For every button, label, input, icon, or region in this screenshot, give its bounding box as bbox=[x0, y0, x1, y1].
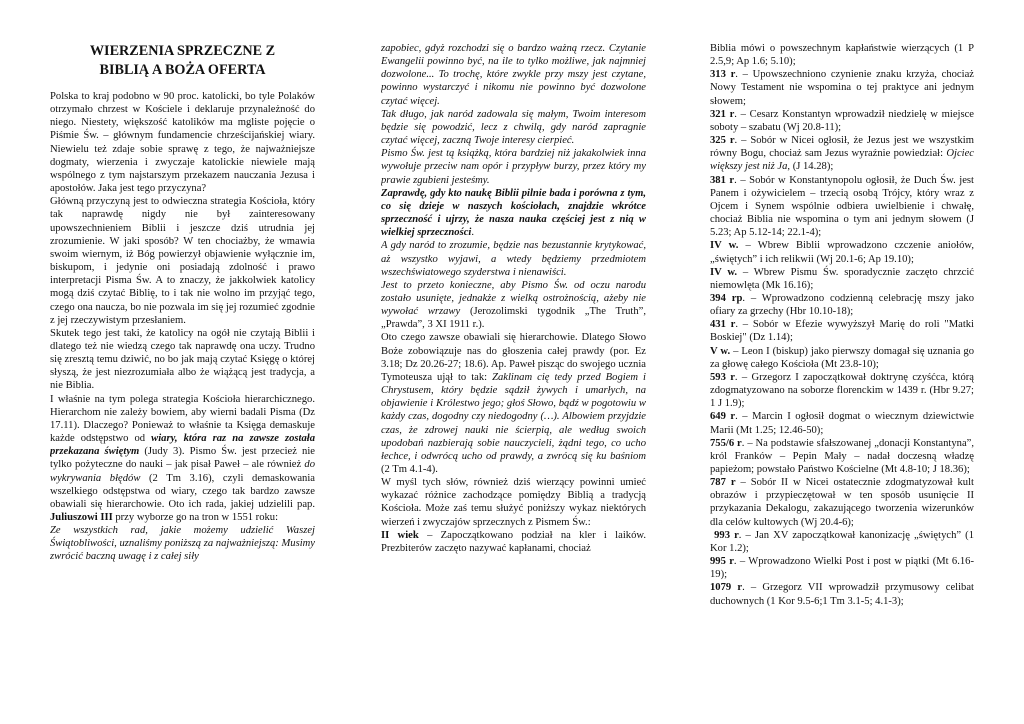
paragraph-consequence: Skutek tego jest taki, że katolicy na ogół nie czytają Biblii i dlatego też nie wiedzą czego tak naprawdę ona uczy. Trudno się zresztą temu dziwić, no bo jak mają czytać Księgę o której słyszą, że jest niezrozumiała albo że wiążącą jest tradycja, a nie Biblia. bbox=[50, 327, 315, 392]
quote-paragraph-2: Tak długo, jak naród zadowala się małym, Twoim interesom będzie się powodzić, lecz z chwilą, gdy naród zapragnie czytać więcej, zaczną Twoje interesy cierpieć. bbox=[381, 108, 646, 147]
entry-date: 431 r bbox=[710, 319, 736, 331]
quote-paragraph-5: A gdy naród to zrozumie, będzie nas bezustannie krytykować, aż wszystko wyjawi, a wtedy będziemy przedmiotem wszechświatowego szyderstwa i nienawiści. bbox=[381, 240, 646, 278]
entry-date: 313 r bbox=[710, 69, 736, 81]
entry-date: 381 r bbox=[710, 174, 735, 186]
entry-text: . – Grzegorz VII wprowadził przymusowy celibat duchownych (1 Kor 9.5-6;1 Tm 3.1-5; 4.1-3); bbox=[710, 582, 974, 607]
quote-paragraph-6 bbox=[381, 279, 646, 332]
entry-text: – Sobór II w Nicei ostatecznie zdogmatyzował kult obrazów i przypieczętował w ten sposób usunięcie II przykazania Dekalogu, zakazującego tworzenia wizerunków dla celów kultowych (Wj 20.4-6); bbox=[710, 477, 974, 528]
entry-text: . – Wprowadzono codzienną celebrację mszy jako ofiary za grzechy (Hbr 10.10-18); bbox=[710, 292, 974, 318]
page-title bbox=[50, 42, 315, 80]
text-run: (Jerozolimski tygodnik „The Truth”, „Prawda”, 3 XI 1911 r.). bbox=[381, 306, 646, 331]
list-entry bbox=[710, 529, 974, 555]
emphasis-quote: Zaprawdę, gdy kto naukę Biblii pilnie bada i porówna z tym, co się dzieje w naszych kościołach, znajdzie wkrótce sprzeczność i ujrzy, że nasza nauka częściej jest z nią w wielkiej sprzeczności bbox=[381, 187, 646, 239]
entry-date: 394 rp bbox=[710, 292, 743, 304]
list-entry bbox=[710, 108, 974, 134]
quote-paragraph-3: Pismo Św. jest tą książką, która bardziej niż jakakolwiek inna wywołuje przeciw nam opór i przypływ burzy, przez który my prawie zgubieni jesteśmy. bbox=[381, 148, 646, 186]
paragraph-quote-start: Ze wszystkich rad, jakie możemy udzielić Waszej Świątobliwości, uznaliśmy poniższą za najważniejszą: Musimy zwrócić baczną uwagę i z całej siły bbox=[50, 525, 315, 563]
entry-date: V w. bbox=[710, 345, 731, 357]
entry-date: 649 r bbox=[710, 411, 736, 423]
list-entry bbox=[710, 266, 974, 292]
list-entry bbox=[710, 437, 974, 476]
entry-date: 995 r bbox=[710, 556, 734, 568]
list-entry bbox=[710, 239, 974, 265]
paragraph-hierarchy bbox=[50, 393, 315, 525]
entry-date: 993 r bbox=[714, 529, 739, 541]
list-entry bbox=[710, 371, 974, 410]
entry-text: . – Upowszechniono czynienie znaku krzyża, chociaż Nowy Testament nie wspomina o tej praktyce ani jednym słowem; bbox=[710, 69, 974, 107]
list-entry bbox=[710, 174, 974, 240]
paragraph-strategy: Główną przyczyną jest to odwieczna strategia Kościoła, który tak naprawdę nigdy nie był zainteresowany upowszechnieniem Biblii i jeszcze dziś utrudnia jej zrozumienie. W jaki sposób? W ten chociażby, że wmawia swoim wiernym, iż Bóg powierzył objawienie wyłącznie im, biskupom, i jedynie oni posiadają zdolność i prawo interpretacji Pisma Św. A to znaczy, że jakkolwiek katolicy mogą dziś czytać Biblię, to i tak nie wolno im przyjąć tego, czego ona naucza, bo nie pozwala im się jej rozumieć zgodnie z jej rzeczywistym przesłaniem. bbox=[50, 196, 315, 326]
list-entry bbox=[710, 476, 974, 529]
emphasis-quote: wiary, która raz na zawsze została przekazana świętym bbox=[50, 433, 315, 458]
text-run: Oto czego zawsze obawiali się hierarchowie. Dlatego Słowo Boże zobowiązuje nas do głoszenia całej prawdy (por. Ez 3.18; Dz 20.26-27; 18.6). Ap. Paweł pisząc do swojego ucznia Tymoteusza ujął to tak: bbox=[381, 332, 646, 383]
entry-date: 325 r bbox=[710, 135, 735, 147]
paragraph-list-intro: W myśl tych słów, również dziś wierzący powinni umieć wykazać różnice zachodzące pomiędzy Biblią a tradycją Kościoła. Może zaś temu służyć poniższy wykaz niektórych wierzeń i zwyczajów sprzecznych z Pismem Św.: bbox=[381, 477, 646, 528]
entry-date: 1079 r bbox=[710, 582, 743, 594]
entry-date: 787 r bbox=[710, 477, 736, 489]
text-run: I właśnie na tym polega strategia Kościoła hierarchicznego. Hierarchom nie zależy bowiem, aby wierni badali Pisma (Dz 17.11). Dlaczego? Ponieważ to właśnie ta Księga demaskuje każde odstępstwo od bbox=[50, 393, 315, 445]
entry-text: . – Sobór w Nicei ogłosił, że Jezus jest we wszystkim równy Bogu, chociaż sam Jezus wyraźnie powiedział: bbox=[710, 135, 974, 160]
entry-text: . – Grzegorz I zapoczątkował doktrynę czyśćca, którą zdogmatyzowano na soborze florenckim w 1439 r. (Hbr 9.27; 1 J 1.9); bbox=[710, 371, 974, 410]
list-entry bbox=[710, 68, 974, 107]
entry-quote: Ojciec większy jest niż Ja bbox=[710, 148, 974, 173]
emphasis-bold: Juliuszowi III bbox=[50, 512, 113, 523]
list-entry bbox=[710, 555, 974, 581]
entry-date: IV w. bbox=[710, 240, 739, 252]
text-run: (Judy 3). Pismo Św. jest przecież nie tylko pożyteczne do nauki – jak pisał Paweł – ale również bbox=[50, 446, 315, 471]
paragraph-word-of-god bbox=[381, 331, 646, 476]
right-column bbox=[710, 42, 974, 608]
middle-column bbox=[381, 42, 646, 555]
list-entry: Biblia mówi o powszechnym kapłaństwie wierzących (1 P 2.5,9; Ap 1.6; 5.10); bbox=[710, 43, 974, 68]
entry-text: – Wbrew Pismu Św. sporadycznie zaczęto chrzcić niemowlęta (Mk 16.16); bbox=[710, 266, 974, 291]
list-entry bbox=[710, 345, 974, 371]
paragraph-intro: Polska to kraj podobno w 90 proc. katolicki, bo tyle Polaków otrzymało chrzest w Kościele i deklaruje przynależność do niego. Niestety, większość katolików ma mgliste pojęcie o Piśmie Św. – głównym fundamencie chrześcijańskiej wiary. Niewielu też zdaje sobie sprawę z tego, że najważniejsze dogmaty, wierzenia i zwyczaje katolickie niewiele mają wspólnego z tym najstarszym przekazem nauczania Jezusa i apostołów. Jaka jest tego przyczyna? bbox=[50, 91, 315, 195]
list-entry bbox=[710, 318, 974, 344]
text-run: (2 Tm 4.1-4). bbox=[381, 464, 438, 475]
entry-date: 593 r bbox=[710, 371, 735, 383]
list-entry bbox=[710, 292, 974, 318]
text-run: (2 Tm 3.16), czyli demaskowania wszelkiego odstępstwa od wiary, czego tak bardzo zawsze obawiali się hierarchowie. Oto ich rada, jakiej udzielili pap. bbox=[50, 472, 315, 510]
text-run: . bbox=[471, 227, 474, 239]
entry-text: . – Sobór w Efezie wywyższył Marię do roli "Matki Boskiej" (Dz 1.14); bbox=[710, 319, 974, 344]
quote-paragraph-4 bbox=[381, 187, 646, 240]
entry-text: . – Marcin I ogłosił dogmat o wiecznym dziewictwie Marii (Mt 1.25; 12.46-50); bbox=[710, 411, 974, 436]
entry-date: IV w. bbox=[710, 266, 738, 278]
emphasis-italic: Zaklinam cię tedy przed Bogiem i Chrystusem, który będzie sądził żywych i umarłych, na objawienie i Królestwo jego; głoś Słowo, bądź w pogotowiu w każdy czas, dogodny czy niedogodny (…). Albowiem przyjdzie czas, że zdrowej nauki nie ścierpią, ale według swoich upodobań nazbierają sobie nauczycieli, żądni tego, co ucho łechce, i odwrócą ucho od prawdy, a zwrócą się ku baśniom bbox=[381, 371, 646, 462]
list-entry bbox=[381, 529, 646, 555]
entry-date: II wiek bbox=[381, 529, 419, 541]
quote-paragraph-1: zapobiec, gdyż rozchodzi się o bardzo ważną rzecz. Czytanie Ewangelii powinno być, na ile to tylko możliwe, jak najmniej dozwolone... To trochę, które zwykle przy mszy jest czytane, powinno wystarczyć i nikomu nie powinno być dozwolone czytać więcej. bbox=[381, 43, 646, 107]
entry-text: . – Na podstawie sfałszowanej „donacji Konstantyna”, król Franków – Pepin Mały – nadał doczesną władzę papieżom; powstało Państwo Kościelne (Mt 4.8-10; J 18.36); bbox=[710, 437, 974, 475]
emphasis-italic: Jest to przeto konieczne, aby Pismo Św. od oczu narodu zostało usunięte, jednakże z wielką ostrożnością, ażeby nie wywołać wrzawy bbox=[381, 279, 646, 318]
entry-text: . – Cesarz Konstantyn wprowadził niedzielę w miejsce soboty – szabatu (Wj 20.8-11); bbox=[710, 108, 974, 133]
title-line-2: BIBLIĄ A BOŻA OFERTA bbox=[99, 62, 266, 78]
entry-text: . – Wprowadzono Wielki Post i post w piątki (Mt 6.16-19); bbox=[710, 556, 974, 581]
entry-text: . – Sobór w Konstantynopolu ogłosił, że Duch Św. jest Panem i ożywicielem – trzecią osobą Trójcy, który wraz z Ojcem i Synem wspólnie odbiera uwielbienie i chwałę, chociaż Biblia nie wspomina o tym ani jednym słowem (J 5.23; Ap 5.12-14; 22.1-4); bbox=[710, 174, 974, 239]
left-column bbox=[50, 40, 315, 564]
entry-date: 321 r bbox=[710, 108, 735, 120]
list-entry bbox=[710, 410, 974, 436]
entry-text: – Leon I (biskup) jako pierwszy domagał się uznania go za głowę całego Kościoła (Mt 23.8-10); bbox=[710, 345, 974, 370]
entry-text: – Wbrew Biblii wprowadzono czczenie aniołów, „świętych” i ich relikwii (Wj 20.1-6; Ap 19.10); bbox=[710, 240, 974, 265]
list-entry bbox=[710, 581, 974, 607]
title-line-1: WIERZENIA SPRZECZNE Z bbox=[89, 43, 276, 59]
emphasis-italic: do wykrywania błędów bbox=[50, 459, 315, 484]
list-entry bbox=[710, 134, 974, 173]
text-run: przy wyborze go na tron w 1551 roku: bbox=[112, 512, 279, 523]
entry-date: 755/6 r bbox=[710, 437, 742, 449]
entry-text: . – Jan XV zapoczątkował kanonizację „świętych” (1 Kor 1.2); bbox=[710, 529, 974, 554]
entry-text: , (J 14.28); bbox=[787, 161, 834, 173]
entry-text: – Zapoczątkowano podział na kler i laików. Prezbiterów zaczęto nazywać kapłanami, chociaż bbox=[381, 529, 646, 554]
